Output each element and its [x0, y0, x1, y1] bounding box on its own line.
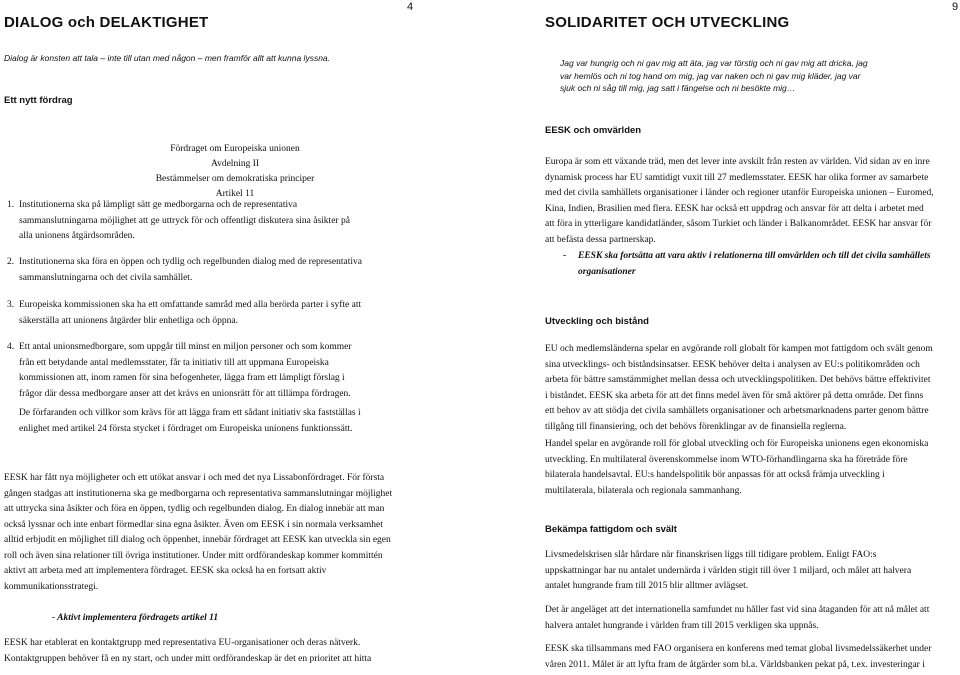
- treaty-paragraph-5: [19, 406, 409, 437]
- section-omvarlden-text: [545, 155, 957, 248]
- text-line: Handel spelar en avgörande roll för global utveckling och för Europeiska unionens egen ekonomiska: [545, 439, 929, 449]
- treaty-article: Artikel 11: [215, 189, 255, 199]
- text-line: sammanslutningarna möjlighet att ge uttryck för och offentligt diskutera sina åsikter på: [19, 215, 350, 226]
- text-line: multilaterala, bilaterala och regionala sammanhang.: [545, 485, 742, 496]
- text-line: Institutionerna ska föra en öppen och tydlig och regelbunden dialog med de representativa: [19, 257, 362, 267]
- bottom-paragraph: [4, 636, 414, 667]
- quote: Dialog är konsten att tala – inte till utan med någon – men framför allt att kunna lyssna.: [4, 53, 331, 63]
- text-line: antalet hungrande fram till 2015 blir alltmer avlägset.: [545, 581, 749, 591]
- text-line: enlighet med artikel 24 första stycket i fördraget om Europeiska unionens funktionssätt.: [19, 423, 353, 434]
- text-line: alltid erbjudit en möjlighet till dialog och öppenhet, innebär fördraget att EESK kan utveckla sin egen: [4, 535, 391, 545]
- text-line: frågor där dessa medborgare anser att det krävs en unionsrätt för att tillämpa fördragen.: [19, 388, 351, 399]
- paragraph-number-4: 4.: [7, 342, 15, 352]
- text-line: Livsmedelskrisen slår hårdare när finanskrisen liggs till tidigare problem. Enligt FAO:s: [545, 550, 877, 560]
- treaty-paragraph-4: [19, 340, 399, 402]
- section-samfundet-text: [545, 603, 957, 634]
- right-page-header: SOLIDARITET OCH UTVECKLING: [545, 14, 790, 31]
- text-line: Det är angeläget att det internationella samfundet nu håller fast vid sina åtaganden för att nå målet att: [545, 605, 930, 615]
- text-line: Institutionerna ska på lämpligt sätt ge medborgarna och de representativa: [19, 200, 298, 210]
- text-line: EESK har etablerat en kontaktgrupp med representativa EU-organisationer och deras nätverk.: [4, 638, 361, 648]
- section-title-omvarlden: EESK och omvärlden: [545, 125, 642, 136]
- text-line: Kontaktgruppen behöver få en ny start, och under mitt ordförandeskap är det en prioritet att hitta: [4, 653, 372, 664]
- text-line: att befästa dessa partnerskap.: [545, 234, 656, 245]
- treaty-heading: [100, 142, 370, 202]
- text-line: från ett betydande antal medlemsstater, får ta initiativ till att uppmana Europeiska: [19, 357, 329, 368]
- text-line: att uttrycka sina åsikter och föra en öppen, tydlig och regelbunden dialog. En dialog innebär att man: [4, 504, 385, 514]
- text-line: EESK har fått nya möjligheter och ett utökat ansvar i och med det nya Lissabonfördraget. För första: [4, 473, 385, 483]
- text-line: EU och medlemsländerna spelar en avgörande roll globalt för kampen mot fattigdom och svält genom: [545, 344, 933, 354]
- text-line: halvera antalet hungrande i världen fram till 2015 verkligen ska uppnås.: [545, 620, 819, 631]
- text-line: sina utvecklings- och biståndsinsatser. EESK behöver delta i analysen av EU:s politikområden och: [545, 359, 920, 370]
- text-line: Jag var hungrig och ni gav mig att äta, jag var törstig och ni gav mig att dricka, jag: [560, 58, 868, 68]
- text-line: uppskattningar har nu antalet undernärda i världen stigit till över 1 miljard, och målet att halvera: [545, 565, 912, 576]
- treaty-title: Fördraget om Europeiska unionen: [170, 144, 300, 154]
- text-line: De förfaranden och villkor som krävs för att lägga fram ett sådant initiativ ska fastställas i: [19, 408, 361, 418]
- text-line: utveckling. En multilateral överenskommelse inom WTO-förhandlingarna ska ha företräde före: [545, 454, 908, 465]
- left-page-header: DIALOG och DELAKTIGHET: [4, 14, 209, 31]
- text-line: bilaterala handelsavtal. EU:s handelspolitik bör anpassas för att också främja utveckling i: [545, 470, 885, 480]
- text-line: att föra in ytterligare kandidatländer, såsom Turkiet och länder i Balkanområdet. EESK har ansvar för: [545, 219, 932, 229]
- section-title-utveckling: Utveckling och bistånd: [545, 316, 649, 327]
- text-line: alla unionens åtgärdsområden.: [19, 231, 135, 241]
- text-line: dynamisk process har EU samtidigt vuxit till 27 medlemsstater. EESK har olika former av samarbete: [545, 172, 929, 183]
- text-line: ett behov av att stödja det civila samhällets organisationer och arbetsmarknadens parter genom bättre: [545, 406, 929, 416]
- text-line: våren 2011. Målet är att lyfta fram de åtgärder som bl.a. Världsbanken pekat på, t.ex. investeringar i: [545, 659, 925, 670]
- text-line: Ett antal unionsmedborgare, som uppgår till minst en miljon personer och som kommer: [19, 342, 352, 352]
- text-line: tillgång till finansiering, och det behövs förenklingar av de finansiella reglerna.: [545, 421, 847, 432]
- text-line: arbeta för bättre samstämmighet mellan dessa och utvecklingspolitiken. Det behövs bättre effektivitet: [545, 375, 931, 385]
- treaty-paragraph-1: [19, 198, 399, 245]
- section-subtitle: Ett nytt fördrag: [4, 95, 73, 106]
- section-handel-text: [545, 437, 957, 499]
- text-line: var hemlös och ni tog hand om mig, jag var naken och ni gav mig kläder, jag var: [560, 70, 861, 81]
- text-line: med det civila samhällets organisationer i länder och regioner utanför Europeiska unionen – Euromed,: [545, 188, 934, 198]
- text-line: EESK ska tillsammans med FAO organisera en konferens med temat global livsmedelssäkerhet under: [545, 644, 932, 654]
- text-line: organisationer: [578, 266, 636, 277]
- text-line: aktivt att arbeta med att implementera fördraget. EESK ska också ha en fortsatt aktiv: [4, 566, 327, 576]
- text-line: Europa är som ett växande träd, men det lever inte avskilt från resten av världen. Vid sidan av en inre: [545, 157, 930, 167]
- text-line: EESK ska fortsätta att vara aktiv i relationerna till omvärlden och till det civila samhällets: [578, 251, 931, 261]
- text-line: Europeiska kommissionen ska ha ett omfattande samråd med alla berörda parter i syfte att: [19, 300, 362, 310]
- right-page-number: 9: [952, 1, 959, 13]
- left-page-number: 4: [407, 1, 414, 13]
- text-line: kommissionen att, inom ramen för sina befogenheter, lägga fram ett lämpligt förslag i: [19, 373, 345, 383]
- treaty-provisions: Bestämmelser om demokratiska principer: [155, 174, 315, 184]
- text-line: Kina, Indien, Brasilien med flera. EESK har också ett uppdrag och ansvar för att delta i arbetet med: [545, 203, 924, 214]
- paragraph-number-3: 3.: [7, 300, 15, 310]
- bullet-point: [578, 249, 958, 280]
- body-paragraph: [4, 471, 414, 595]
- text-line: roll och även sina relationer till övriga institutioner. Under mitt ordförandeskap kommer kommittén: [4, 550, 383, 561]
- text-line: också lyssnar och inte enbart förmedlar sina egna åsikter. Även om EESK i sin normala verksamhet: [4, 519, 383, 530]
- treaty-paragraph-3: [19, 298, 399, 329]
- treaty-division: Avdelning II: [210, 159, 260, 169]
- text-line: i biståndet. EESK ska arbeta för att det finns medel även för små aktörer på detta område. Det finns: [545, 390, 924, 401]
- bullet-point: - Aktivt implementera fördragets artikel 11: [52, 613, 219, 623]
- text-line: gången stadgas att institutionerna ska ge medborgarna och representativa sammanslutningar möjlighet: [4, 488, 393, 499]
- bullet-dash: -: [563, 251, 567, 261]
- paragraph-number-1: 1.: [7, 200, 15, 210]
- section-title-fattigdom: Bekämpa fattigdom och svält: [545, 524, 677, 535]
- section-fattigdom-text: [545, 548, 957, 595]
- section-utveckling-text: [545, 342, 957, 435]
- text-line: säkerställa att unionens åtgärder blir enhetliga och öppna.: [19, 315, 238, 326]
- text-line: sammanslutningarna och det civila samhället.: [19, 272, 193, 283]
- paragraph-number-2: 2.: [7, 257, 15, 267]
- text-line: sjuk och ni såg till mig, jag satt i fängelse och ni besökte mig…: [560, 83, 796, 93]
- poem-quote: [560, 57, 868, 95]
- treaty-paragraph-2: [19, 255, 399, 286]
- text-line: kommunikationsstrategi.: [4, 581, 99, 592]
- section-fao-text: [545, 642, 957, 673]
